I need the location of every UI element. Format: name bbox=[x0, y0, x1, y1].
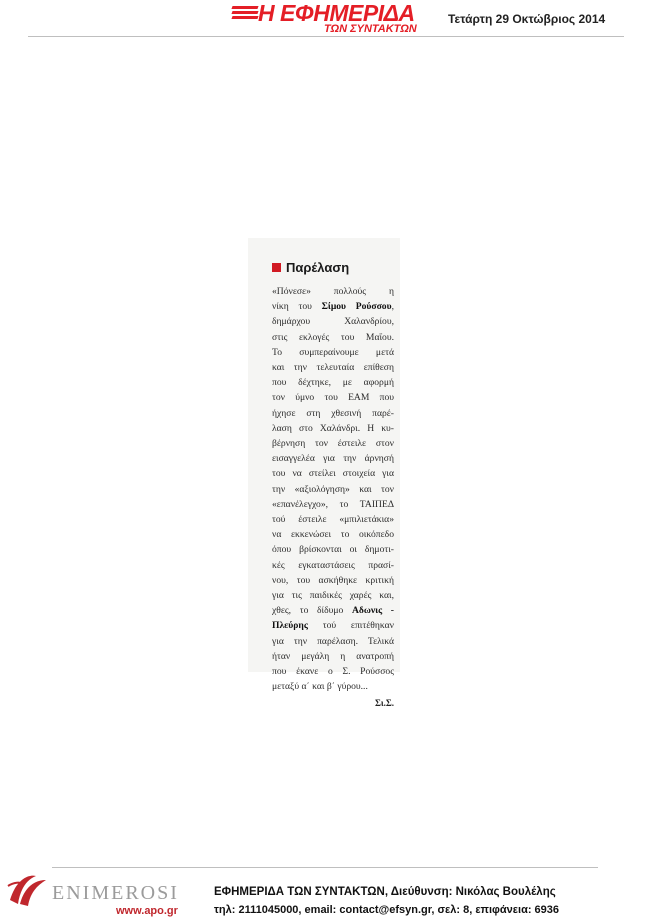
masthead-title: Η ΕΦΗΜΕΡΙΔΑ bbox=[258, 0, 415, 26]
article-line: ήχησε στη χθεσινή παρέ- bbox=[272, 407, 394, 419]
enimerosi-logo bbox=[6, 868, 196, 920]
article-title-text: Παρέλαση bbox=[286, 260, 350, 275]
article-line: που έκανε ο Σ. Ρούσσος bbox=[272, 666, 394, 678]
bold-name: Πλεύρης bbox=[272, 620, 308, 632]
red-square-icon bbox=[272, 263, 281, 272]
article-line: τού έστειλε «μπιλιετάκια» bbox=[272, 514, 394, 526]
article-line: τον ύμνο του ΕΑΜ που bbox=[272, 392, 394, 404]
article-body bbox=[272, 284, 394, 694]
footer-contact-line: τηλ: 2111045000, email: contact@efsyn.gr, σελ: 8, επιφάνεια: 6936 bbox=[214, 904, 560, 916]
article-line: χθες, το δίδυμο Αδωνις - bbox=[272, 605, 394, 617]
article-line: του να στείλει στοιχεία για bbox=[272, 468, 394, 480]
article-line: Πλεύρης τού επιτέθηκαν bbox=[272, 620, 394, 632]
article-line: Το συμπεραίνουμε μετά bbox=[272, 346, 394, 358]
article-clipping bbox=[248, 238, 400, 709]
newspaper-masthead bbox=[232, 2, 422, 36]
article-line: να εκκενώσει το οικόπεδο bbox=[272, 529, 394, 541]
article-line: που δέχτηκε, με αφορμή bbox=[272, 377, 394, 389]
article-line: λαση στο Χαλάνδρι. Η κυ- bbox=[272, 422, 394, 434]
masthead-subtitle: ΤΩΝ ΣΥΝΤΑΚΤΩΝ bbox=[324, 23, 417, 35]
article-line: για τις παιδικές χαρές και, bbox=[272, 590, 394, 602]
page-header bbox=[0, 0, 650, 40]
enimerosi-swoosh-icon bbox=[6, 870, 50, 910]
article-line: «επανέλεγχο», το ΤΑΙΠΕΔ bbox=[272, 498, 394, 510]
article-line: κές εγκαταστάσεις πρασί- bbox=[272, 559, 394, 571]
publication-date: Τετάρτη 29 Οκτώβριος 2014 bbox=[448, 12, 606, 26]
article-line: βέρνηση τον έστειλε στον bbox=[272, 438, 394, 450]
article-signature: Σι.Σ. bbox=[374, 698, 394, 709]
bold-name: Αδωνις - bbox=[351, 605, 394, 617]
article-title bbox=[272, 258, 394, 278]
article-line: όπου βρίσκονται οι δημοτι- bbox=[272, 544, 394, 556]
header-divider bbox=[28, 36, 624, 37]
article-line: νου, του ασκήθηκε κριτική bbox=[272, 574, 394, 586]
article-line: στις εκλογές του Μαΐου. bbox=[272, 331, 394, 343]
article-line: μεταξύ α΄ και β΄ γύρου... bbox=[272, 681, 368, 693]
article-line: για την παρέλαση. Τελικά bbox=[272, 635, 394, 647]
article-line: νίκη του Σίμου Ρούσσου, bbox=[272, 301, 394, 313]
article-line: και την τελευταία επίθεση bbox=[272, 362, 394, 374]
logo-url: www.apo.gr bbox=[116, 905, 178, 917]
article-content bbox=[272, 258, 394, 708]
article-line: δημάρχου Χαλανδρίου, bbox=[272, 316, 394, 328]
masthead-stripes-icon bbox=[232, 6, 258, 20]
logo-text: ENIMEROSI bbox=[52, 882, 179, 904]
article-line: «Πόνεσε» πολλούς η bbox=[272, 286, 394, 297]
article-line: την «αξιολόγηση» και τον bbox=[272, 483, 394, 495]
article-line: ήταν μεγάλη η ανατροπή bbox=[272, 650, 394, 662]
footer-publisher-line: ΕΦΗΜΕΡΙΔΑ ΤΩΝ ΣΥΝΤΑΚΤΩΝ, Διεύθυνση: Νικόλας Βουλέλης bbox=[214, 886, 556, 898]
bold-name: Σίμου Ρούσσου bbox=[321, 301, 392, 313]
article-line: εισαγγελέα για την άρνησή bbox=[272, 453, 394, 465]
